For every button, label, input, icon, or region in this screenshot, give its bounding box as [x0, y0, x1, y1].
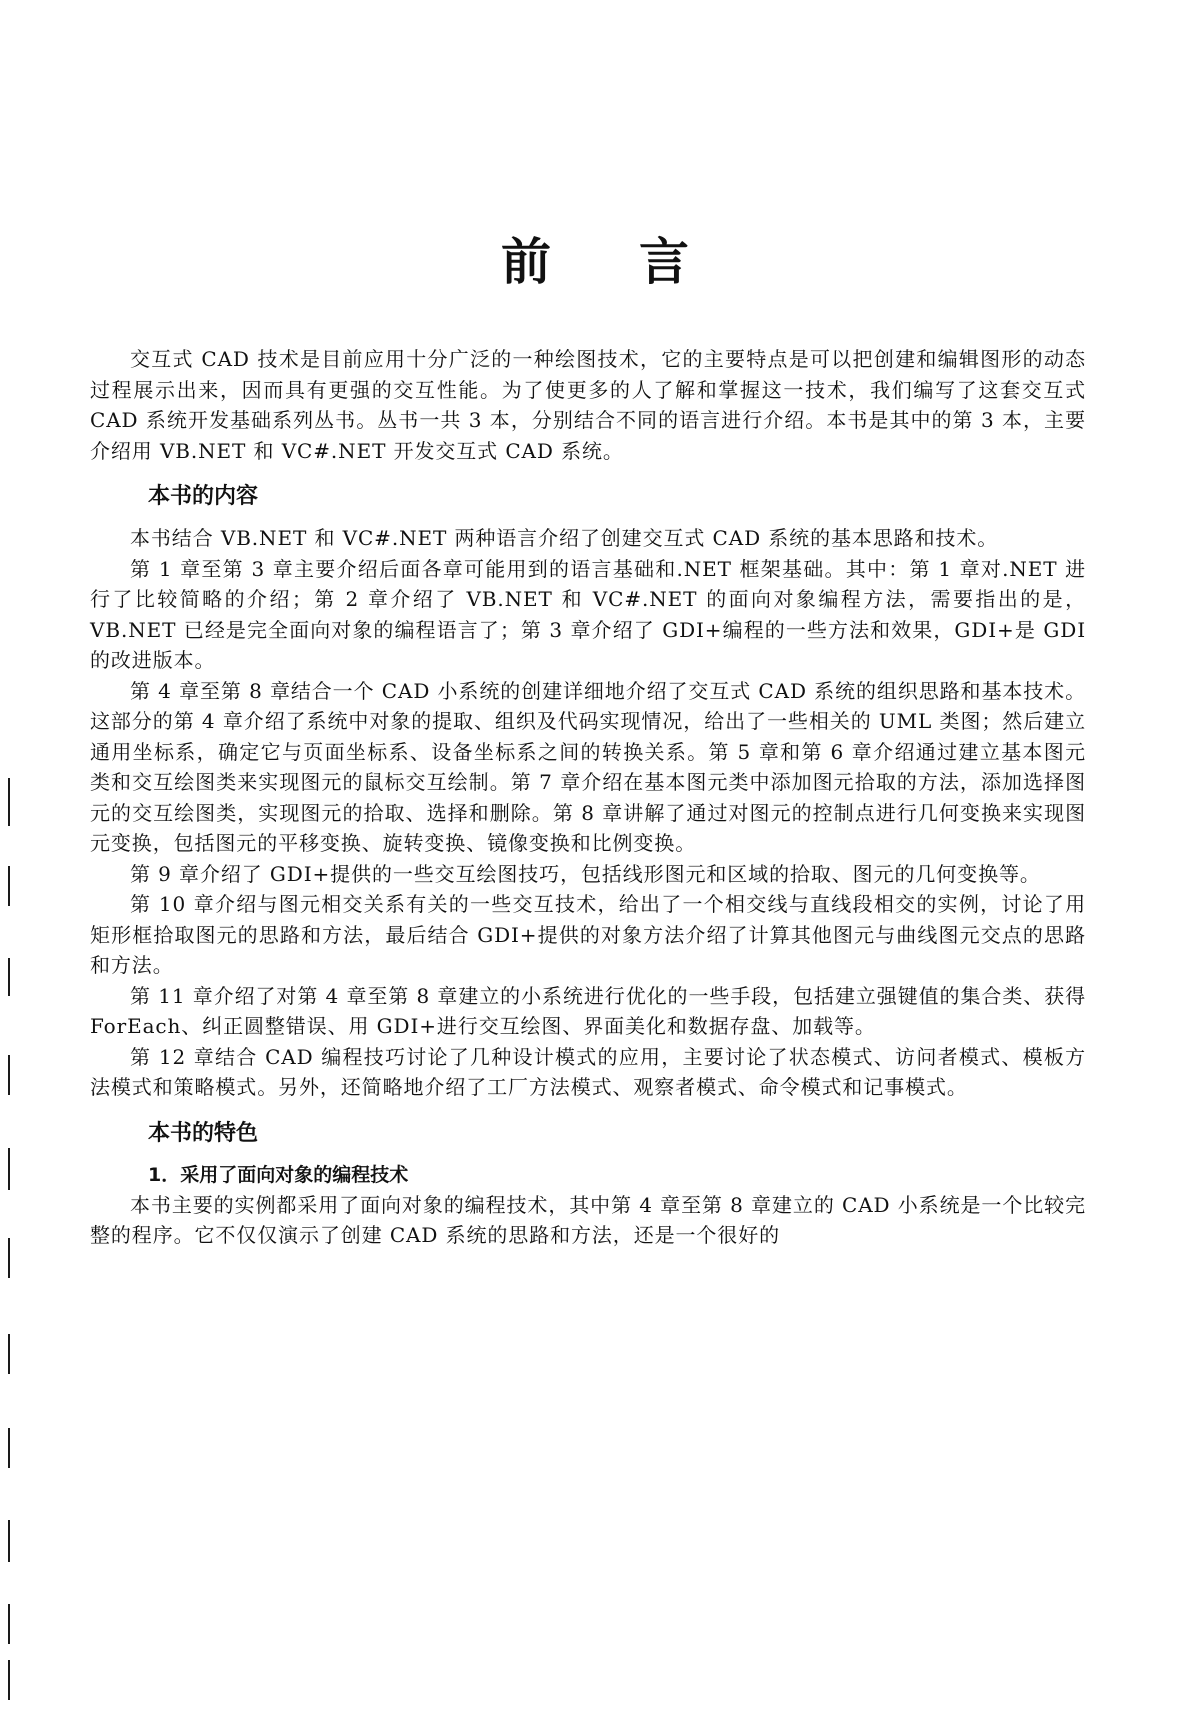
section-heading-features: 本书的特色 — [148, 1120, 259, 1146]
scan-edge-mark — [8, 1334, 10, 1374]
scan-edge-mark — [8, 778, 10, 826]
contents-paragraph-7: 第 12 章结合 CAD 编程技巧讨论了几种设计模式的应用，主要讨论了状态模式、访问者模式、模板方法模式和策略模式。另外，还简略地介绍了工厂方法模式、观察者模式、命令模式和记事模式。 — [90, 1044, 1086, 1099]
contents-paragraph-4: 第 9 章介绍了 GDI+提供的一些交互绘图技巧，包括线形图元和区域的拾取、图元的几何变换等。 — [130, 861, 1041, 886]
scan-edge-mark — [8, 1148, 10, 1190]
section-heading-contents: 本书的内容 — [148, 484, 259, 509]
scan-edge-mark — [8, 1055, 10, 1095]
contents-paragraph-2: 第 1 章至第 3 章主要介绍后面各章可能用到的语言基础和.NET 框架基础。其中：第 1 章对.NET 进行了比较简略的介绍；第 2 章介绍了 VB.NET 和 VC#.NET 的面向对象编程方法，需要指出的是，VB.NET 已经是完全面向对象的编程语言了；第 3 章介绍了 GDI+编程的一些方法和效果，GDI+是 GDI 的改进版本。 — [90, 556, 1086, 672]
feature-subheading-1: 1．采用了面向对象的编程技术 — [148, 1163, 409, 1186]
features-paragraph-1: 本书主要的实例都采用了面向对象的编程技术，其中第 4 章至第 8 章建立的 CAD 小系统是一个比较完整的程序。它不仅仅演示了创建 CAD 系统的思路和方法，还是一个很好的 — [90, 1192, 1086, 1247]
contents-paragraph-5: 第 10 章介绍与图元相交关系有关的一些交互技术，给出了一个相交线与直线段相交的实例，讨论了用矩形框拾取图元的思路和方法，最后结合 GDI+提供的对象方法介绍了计算其他图元与曲线图元交点的思路和方法。 — [90, 892, 1086, 977]
scan-edge-mark — [8, 866, 10, 906]
scan-edge-mark — [8, 958, 10, 996]
scan-edge-mark — [8, 1520, 10, 1562]
title-char-2: 言 — [639, 233, 689, 291]
scan-edge-mark — [8, 1428, 10, 1468]
contents-paragraph-1: 本书结合 VB.NET 和 VC#.NET 两种语言介绍了创建交互式 CAD 系统的基本思路和技术。 — [130, 526, 999, 550]
page-body — [90, 344, 1086, 1251]
scan-edge-mark — [8, 1660, 10, 1700]
title-char-1: 前 — [501, 233, 551, 291]
scan-edge-mark — [8, 1604, 10, 1644]
page-title — [0, 232, 1190, 292]
contents-paragraph-6: 第 11 章介绍了对第 4 章至第 8 章建立的小系统进行优化的一些手段，包括建立强键值的集合类、获得 ForEach、纠正圆整错误、用 GDI+进行交互绘图、界面美化和数据存盘、加载等。 — [90, 983, 1086, 1038]
contents-paragraph-3: 第 4 章至第 8 章结合一个 CAD 小系统的创建详细地介绍了交互式 CAD 系统的组织思路和基本技术。这部分的第 4 章介绍了系统中对象的提取、组织及代码实现情况，给出了一些相关的 UML 类图；然后建立通用坐标系，确定它与页面坐标系、设备坐标系之间的转换关系。第 5 章和第 6 章介绍通过建立基本图元类和交互绘图类来实现图元的鼠标交互绘制。第 7 章介绍在基本图元类中添加图元拾取的方法，添加选择图元的交互绘图类，实现图元的拾取、选择和删除。第 8 章讲解了通过对图元的控制点进行几何变换来实现图元变换，包括图元的平移变换、旋转变换、镜像变换和比例变换。 — [90, 678, 1086, 855]
scan-edge-mark — [8, 1238, 10, 1278]
intro-paragraph: 交互式 CAD 技术是目前应用十分广泛的一种绘图技术，它的主要特点是可以把创建和编辑图形的动态过程展示出来，因而具有更强的交互性能。为了使更多的人了解和掌握这一技术，我们编写了这套交互式 CAD 系统开发基础系列丛书。丛书一共 3 本，分别结合不同的语言进行介绍。本书是其中的第 3 本，主要介绍用 VB.NET 和 VC#.NET 开发交互式 CAD 系统。 — [90, 347, 1086, 463]
